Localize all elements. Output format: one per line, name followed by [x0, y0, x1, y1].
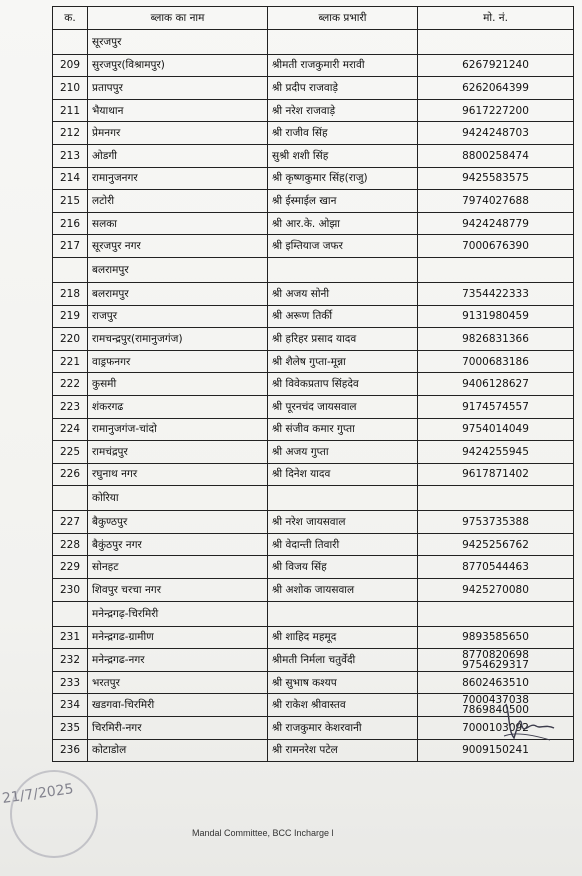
- serial-number: 215: [53, 190, 88, 213]
- mobile-number: 7974027688: [418, 190, 574, 213]
- block-name: कुसमी: [88, 373, 268, 396]
- table-row: [53, 649, 574, 672]
- block-incharge: श्री कृष्णकुमार सिंह(राजु): [268, 167, 418, 190]
- table-row: [53, 350, 574, 373]
- block-name: मनेन्द्रगढ-नगर: [88, 649, 268, 672]
- serial-number: 212: [53, 122, 88, 145]
- serial-number: 236: [53, 739, 88, 762]
- district-heading-blank: [53, 601, 88, 626]
- mobile-number: 9009150241: [418, 739, 574, 762]
- block-name: शंकरगढ: [88, 395, 268, 418]
- serial-number: 232: [53, 649, 88, 672]
- serial-number: 228: [53, 533, 88, 556]
- block-incharge-table: [52, 6, 574, 762]
- mobile-number: 8800258474: [418, 144, 574, 167]
- serial-number: 224: [53, 418, 88, 441]
- block-name: रामचंद्रपुर: [88, 441, 268, 464]
- mobile-number: 9406128627: [418, 373, 574, 396]
- block-name: शिवपुर चरचा नगर: [88, 579, 268, 602]
- mobile-number: 9424248703: [418, 122, 574, 145]
- table-row: [53, 418, 574, 441]
- district-heading-blank: [53, 486, 88, 511]
- district-heading-row: [53, 486, 574, 511]
- block-incharge: श्री शाहिद महमूद: [268, 626, 418, 649]
- mobile-number: 8770544463: [418, 556, 574, 579]
- block-incharge: श्री अजय सोनी: [268, 282, 418, 305]
- mobile-number: 6262064399: [418, 77, 574, 100]
- handwritten-signature: [500, 696, 560, 746]
- table-row: [53, 144, 574, 167]
- mobile-number: 9826831366: [418, 328, 574, 351]
- serial-number: 209: [53, 54, 88, 77]
- block-incharge: श्री अजय गुप्ता: [268, 441, 418, 464]
- block-name: बैकुण्ठपुर: [88, 511, 268, 534]
- block-incharge: श्री संजीव कमार गुप्ता: [268, 418, 418, 441]
- serial-number: 210: [53, 77, 88, 100]
- block-incharge: श्री दिनेश यादव: [268, 463, 418, 486]
- serial-number: 227: [53, 511, 88, 534]
- serial-number: 216: [53, 212, 88, 235]
- block-incharge: श्री अशोक जायसवाल: [268, 579, 418, 602]
- mobile-number: 9617871402: [418, 463, 574, 486]
- table-row: [53, 579, 574, 602]
- block-incharge: श्री अरूण तिर्की: [268, 305, 418, 328]
- block-incharge: श्री राकेश श्रीवास्तव: [268, 694, 418, 717]
- block-incharge: श्री विजय सिंह: [268, 556, 418, 579]
- block-incharge: श्रीमती निर्मला चतुर्वेदी: [268, 649, 418, 672]
- table-row: [53, 441, 574, 464]
- block-incharge: श्री विवेकप्रताप सिंहदेव: [268, 373, 418, 396]
- block-incharge: श्रीमती राजकुमारी मरावी: [268, 54, 418, 77]
- block-incharge: श्री शैलेष गुप्ता-मून्ना: [268, 350, 418, 373]
- serial-number: 213: [53, 144, 88, 167]
- serial-number: 225: [53, 441, 88, 464]
- table-row: [53, 282, 574, 305]
- mobile-number: 9753735388: [418, 511, 574, 534]
- mobile-number: 9131980459: [418, 305, 574, 328]
- mobile-number-primary: 8770820698: [462, 649, 529, 662]
- district-heading-row: [53, 29, 574, 54]
- table-row: [53, 671, 574, 694]
- district-heading-blank: [53, 257, 88, 282]
- mobile-number: 9754014049: [418, 418, 574, 441]
- serial-number: 231: [53, 626, 88, 649]
- block-incharge: श्री नरेश जायसवाल: [268, 511, 418, 534]
- block-name: रामानुजगंज-चांदो: [88, 418, 268, 441]
- mobile-number: 7000103092: [418, 717, 574, 740]
- block-name: रामानुजनगर: [88, 167, 268, 190]
- district-name: मनेन्द्रगढ़-चिरमिरी: [88, 601, 268, 626]
- table-header-row: [53, 7, 574, 30]
- table-row: [53, 739, 574, 762]
- table-row: [53, 694, 574, 717]
- table-row: [53, 533, 574, 556]
- table-row: [53, 395, 574, 418]
- handwritten-date: 21/7/2025: [1, 781, 75, 807]
- block-incharge: श्री वेदान्ती तिवारी: [268, 533, 418, 556]
- block-name: भरतपुर: [88, 671, 268, 694]
- table-row: [53, 305, 574, 328]
- header-block-name: ब्लाक का नाम: [88, 7, 268, 30]
- block-incharge: श्री हरिहर प्रसाद यादव: [268, 328, 418, 351]
- block-name: भैयाथान: [88, 99, 268, 122]
- block-incharge: श्री पूरनचंद जायसवाल: [268, 395, 418, 418]
- mobile-number: 9424248779: [418, 212, 574, 235]
- serial-number: 235: [53, 717, 88, 740]
- mobile-number-secondary: 9754629317: [462, 659, 529, 672]
- block-name: सोनहट: [88, 556, 268, 579]
- mobile-number: 7354422333: [418, 282, 574, 305]
- serial-number: 218: [53, 282, 88, 305]
- block-incharge: श्री सुभाष कश्यप: [268, 671, 418, 694]
- block-name: कोटाडोल: [88, 739, 268, 762]
- block-name: लटोरी: [88, 190, 268, 213]
- block-name: प्रेमनगर: [88, 122, 268, 145]
- serial-number: 220: [53, 328, 88, 351]
- block-incharge: श्री प्रदीप राजवाड़े: [268, 77, 418, 100]
- district-heading-blank: [418, 486, 574, 511]
- block-name: चिरमिरी-नगर: [88, 717, 268, 740]
- block-name: राजपुर: [88, 305, 268, 328]
- mobile-number: 7000683186: [418, 350, 574, 373]
- district-heading-blank: [418, 601, 574, 626]
- district-name: बलरामपुर: [88, 257, 268, 282]
- block-incharge: श्री ईस्माईल खान: [268, 190, 418, 213]
- block-name: बैकुंठपुर नगर: [88, 533, 268, 556]
- block-name: ओडगी: [88, 144, 268, 167]
- mobile-number: 9174574557: [418, 395, 574, 418]
- serial-number: 226: [53, 463, 88, 486]
- mobile-number: 9617227200: [418, 99, 574, 122]
- mobile-number: [418, 649, 574, 672]
- serial-number: 211: [53, 99, 88, 122]
- table-row: [53, 190, 574, 213]
- header-serial-number: क.: [53, 7, 88, 30]
- block-incharge: श्री आर.के. ओझा: [268, 212, 418, 235]
- district-heading-row: [53, 257, 574, 282]
- block-incharge: श्री रामनरेश पटेल: [268, 739, 418, 762]
- mobile-number: 9893585650: [418, 626, 574, 649]
- table-row: [53, 717, 574, 740]
- block-incharge: सुश्री शशी सिंह: [268, 144, 418, 167]
- block-name: वाड्रफनगर: [88, 350, 268, 373]
- district-heading-row: [53, 601, 574, 626]
- block-name: खडगवा-चिरमिरी: [88, 694, 268, 717]
- table-row: [53, 373, 574, 396]
- block-name: सलका: [88, 212, 268, 235]
- district-heading-blank: [268, 601, 418, 626]
- block-name: प्रतापपुर: [88, 77, 268, 100]
- mobile-number: 9424255945: [418, 441, 574, 464]
- serial-number: 219: [53, 305, 88, 328]
- mobile-number: 9425270080: [418, 579, 574, 602]
- block-name: सूरजपुर नगर: [88, 235, 268, 258]
- block-incharge: श्री इम्तियाज जफर: [268, 235, 418, 258]
- page-footer: Mandal Committee, BCC Incharge l: [192, 828, 334, 838]
- table-row: [53, 212, 574, 235]
- header-block-incharge: ब्लाक प्रभारी: [268, 7, 418, 30]
- district-name: सूरजपुर: [88, 29, 268, 54]
- serial-number: 233: [53, 671, 88, 694]
- district-heading-blank: [268, 29, 418, 54]
- header-mobile-number: मो. नं.: [418, 7, 574, 30]
- table-row: [53, 511, 574, 534]
- mobile-number: 9425256762: [418, 533, 574, 556]
- serial-number: 222: [53, 373, 88, 396]
- mobile-number-secondary: 7869840500: [462, 704, 529, 717]
- mobile-number-primary: 7000437038: [462, 694, 529, 707]
- serial-number: 234: [53, 694, 88, 717]
- serial-number: 230: [53, 579, 88, 602]
- mobile-number: 6267921240: [418, 54, 574, 77]
- block-name: रघुनाथ नगर: [88, 463, 268, 486]
- mobile-number: 7000676390: [418, 235, 574, 258]
- block-name: मनेन्द्रगढ-ग्रामीण: [88, 626, 268, 649]
- district-heading-blank: [268, 257, 418, 282]
- serial-number: 217: [53, 235, 88, 258]
- serial-number: 229: [53, 556, 88, 579]
- mobile-number: 8602463510: [418, 671, 574, 694]
- serial-number: 214: [53, 167, 88, 190]
- serial-number: 223: [53, 395, 88, 418]
- serial-number: 221: [53, 350, 88, 373]
- block-incharge: श्री राजीव सिंह: [268, 122, 418, 145]
- block-incharge: श्री राजकुमार केशरवानी: [268, 717, 418, 740]
- district-heading-blank: [418, 29, 574, 54]
- table-row: [53, 235, 574, 258]
- table-row: [53, 122, 574, 145]
- table-row: [53, 463, 574, 486]
- mobile-number: 9425583575: [418, 167, 574, 190]
- table-row: [53, 54, 574, 77]
- block-incharge: श्री नरेश राजवाड़े: [268, 99, 418, 122]
- table-row: [53, 99, 574, 122]
- table-row: [53, 167, 574, 190]
- block-name: सुरजपुर(विश्रामपुर): [88, 54, 268, 77]
- district-heading-blank: [53, 29, 88, 54]
- table-row: [53, 77, 574, 100]
- district-heading-blank: [268, 486, 418, 511]
- block-name: बलरामपुर: [88, 282, 268, 305]
- table-row: [53, 626, 574, 649]
- block-name: रामचन्द्रपुर(रामानुजगंज): [88, 328, 268, 351]
- district-heading-blank: [418, 257, 574, 282]
- table-row: [53, 328, 574, 351]
- table-body: [53, 29, 574, 762]
- table-row: [53, 556, 574, 579]
- district-name: कोरिया: [88, 486, 268, 511]
